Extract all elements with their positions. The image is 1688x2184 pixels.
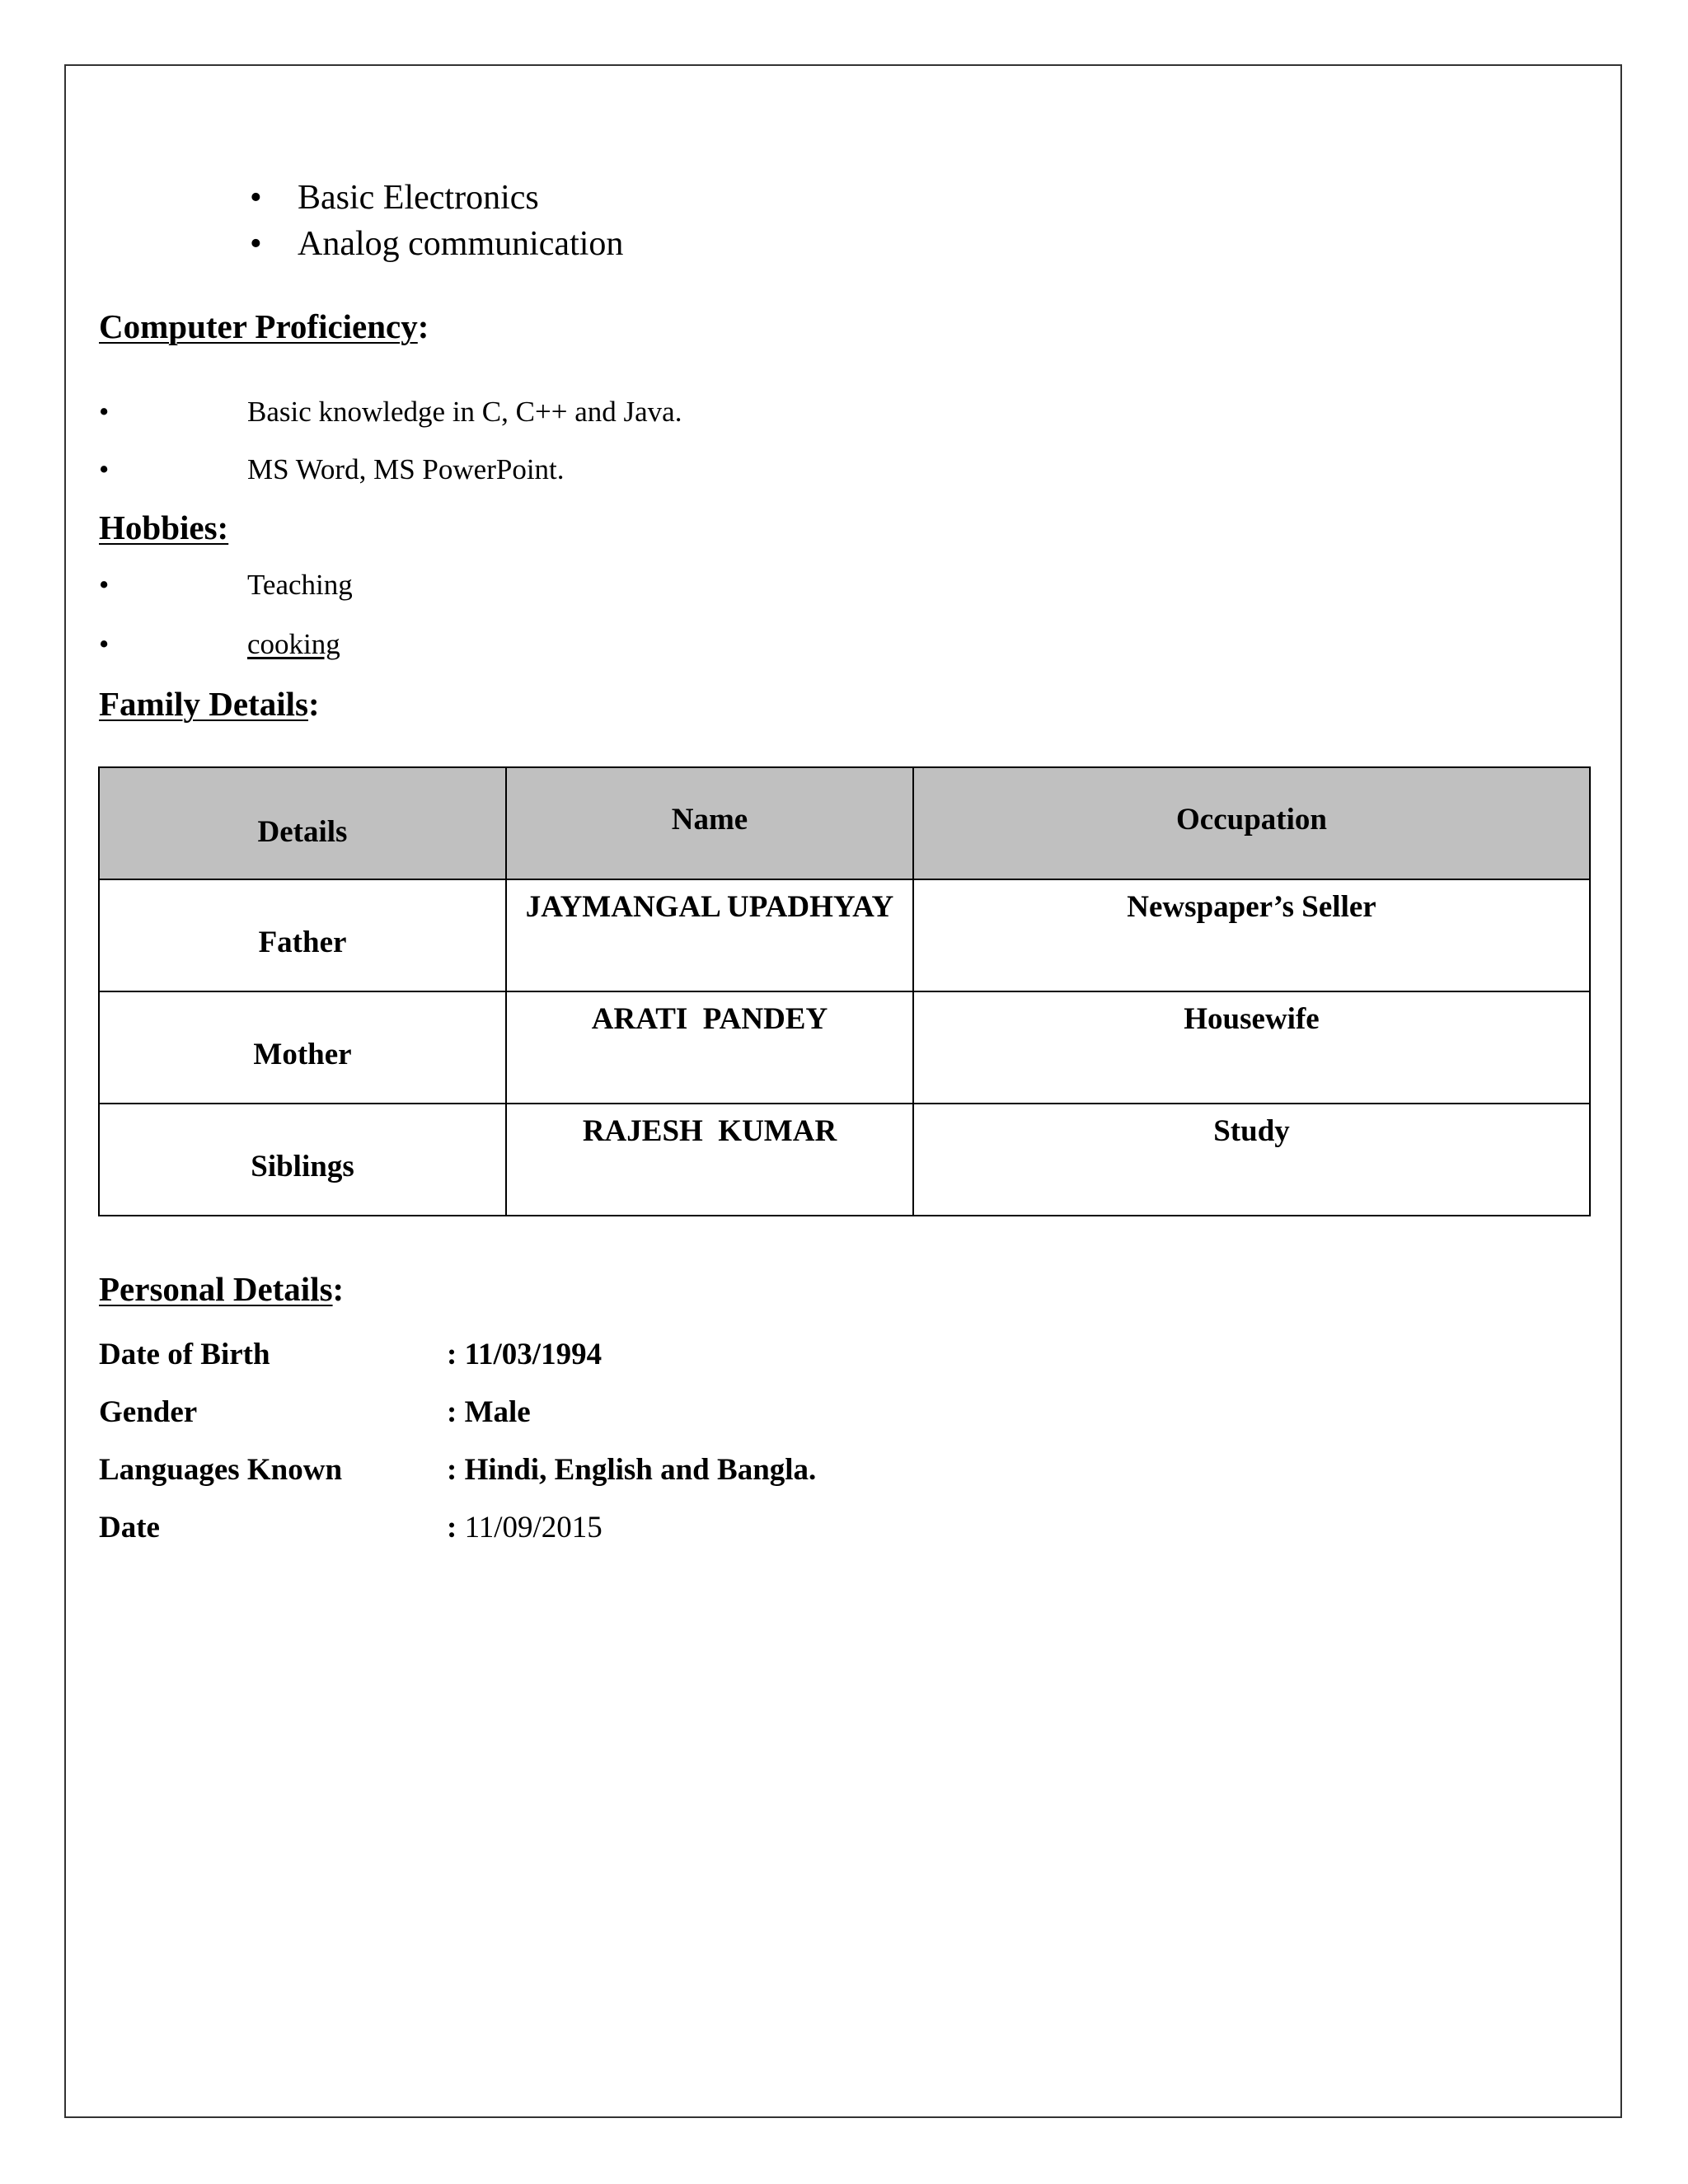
bullet-icon: • (99, 453, 110, 485)
proficiency-item: Basic knowledge in C, C++ and Java. (247, 396, 682, 428)
personal-details-heading: Personal Details: (99, 1270, 345, 1308)
relation-cell: Siblings (99, 1104, 506, 1216)
hobby-item: Teaching (247, 569, 353, 601)
table-row (99, 1104, 1590, 1216)
subject-label: Analog communication (298, 225, 624, 263)
gender-value: : Male (447, 1395, 531, 1429)
languages-label: Languages Known (99, 1453, 343, 1487)
proficiency-item: MS Word, MS PowerPoint. (247, 453, 565, 485)
dob-value: : 11/03/1994 (447, 1338, 603, 1371)
bullet-icon: • (99, 396, 110, 428)
date-value-wrapper (447, 1510, 603, 1545)
dob-label: Date of Birth (99, 1338, 270, 1371)
name-cell: ARATI PANDEY (506, 991, 913, 1104)
subject-item (250, 175, 539, 221)
name-cell: RAJESH KUMAR (506, 1104, 913, 1216)
hobby-item: cooking (247, 628, 340, 660)
bullet-icon: • (99, 628, 110, 660)
column-header-name: Name (506, 767, 913, 879)
family-details-heading: Family Details: (99, 685, 320, 723)
date-label: Date (99, 1511, 160, 1544)
table-header-row (99, 767, 1590, 879)
table-row (99, 879, 1590, 991)
column-header-occupation: Occupation (913, 767, 1590, 879)
bullet-icon: • (250, 179, 262, 217)
relation-cell: Father (99, 879, 506, 991)
date-value: 11/09/2015 (457, 1511, 603, 1544)
computer-proficiency-heading: Computer Proficiency: (99, 307, 429, 345)
hobbies-heading: Hobbies: (99, 509, 229, 546)
bullet-icon: • (99, 569, 110, 601)
subject-label: Basic Electronics (298, 179, 539, 217)
subject-item (250, 221, 624, 267)
occupation-cell: Newspaper’s Seller (913, 879, 1590, 991)
gender-label: Gender (99, 1395, 198, 1429)
occupation-cell: Study (913, 1104, 1590, 1216)
column-header-details: Details (99, 767, 506, 879)
family-table (98, 766, 1591, 1216)
date-colon: : (447, 1511, 457, 1544)
bullet-icon: • (250, 225, 262, 263)
table-row (99, 991, 1590, 1104)
name-cell: JAYMANGAL UPADHYAY (506, 879, 913, 991)
languages-value: : Hindi, English and Bangla. (447, 1453, 817, 1487)
relation-cell: Mother (99, 991, 506, 1104)
occupation-cell: Housewife (913, 991, 1590, 1104)
